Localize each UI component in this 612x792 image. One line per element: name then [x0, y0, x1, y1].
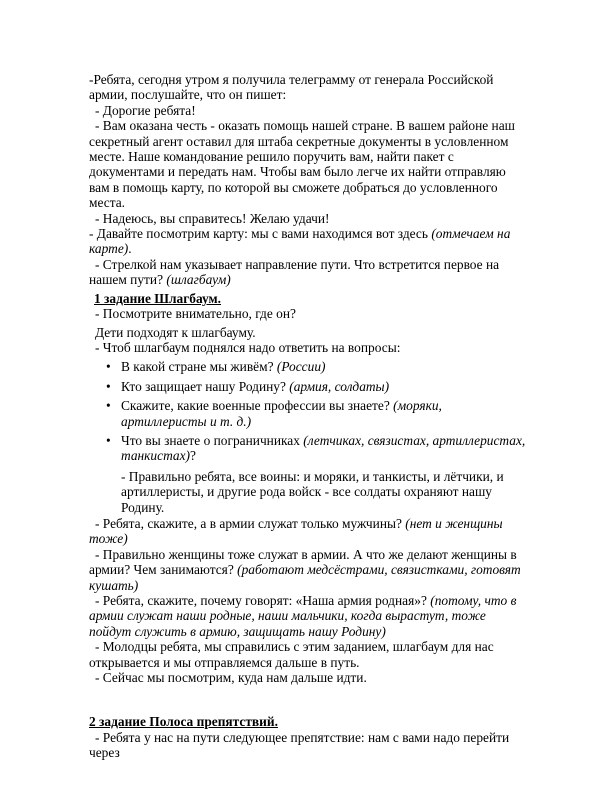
- question-text: Что вы знаете о пограничниках: [121, 432, 304, 448]
- answer-note: (армия, солдаты): [289, 378, 390, 394]
- army-native-note: (потому, что в армии служат наши родные, наши мальчики, когда вырастут, тоже пойдут служить в армию, защищать нашу Родину): [89, 593, 517, 639]
- question-text: Скажите, какие военные профессии вы знаете?: [121, 398, 394, 414]
- look-paragraph: - Посмотрите внимательно, где он?: [95, 306, 296, 322]
- next-path-paragraph: - Сейчас мы посмотрим, куда нам дальше идти.: [95, 670, 367, 686]
- question-text: Кто защищает нашу Родину?: [121, 378, 290, 394]
- army-native-text: - Ребята, скажите, почему говорят: «Наша армия родная»?: [95, 593, 431, 608]
- question-text: В какой стране мы живём?: [121, 359, 277, 375]
- intro-paragraph: -Ребята, сегодня утром я получила телеграмму от генерала Российской армии, послушайте, что он пишет:: [89, 72, 494, 103]
- questions-intro: - Чтоб шлагбаум поднялся надо ответить на вопросы:: [95, 339, 401, 355]
- soldiers-paragraph: - Правильно ребята, все воины: и моряки, и танкисты, и лётчики, и артиллеристы, и другие рода войск - все солдаты охраняют нашу Родину.: [121, 468, 504, 515]
- answer-note: (России): [276, 359, 326, 375]
- document-page: [89, 72, 529, 761]
- bullet-icon: •: [106, 378, 111, 394]
- bullet-icon: •: [106, 398, 111, 414]
- map-note: (отмечаем на карте): [89, 226, 511, 257]
- question-item: [89, 433, 529, 464]
- map-end: .: [128, 241, 132, 257]
- arrow-note: (шлагбаум): [166, 272, 231, 288]
- map-paragraph: [89, 226, 529, 257]
- question-item: [89, 379, 529, 394]
- obstacle-paragraph: - Ребята у нас на пути следующее препятствие: нам с вами надо перейти через: [89, 729, 510, 761]
- arrow-paragraph: [89, 257, 529, 288]
- children-approach: Дети подходят к шлагбауму.: [95, 324, 256, 340]
- women-question: [89, 516, 529, 547]
- task2-heading: 2 задание Полоса препятствий.: [89, 714, 278, 730]
- question-list: [89, 359, 529, 463]
- women-duties-note: (работают медсёстрами, связистками, готовят кушать): [89, 562, 521, 593]
- telegram-greeting: - Дорогие ребята!: [95, 102, 196, 118]
- bullet-icon: •: [106, 359, 111, 375]
- telegram-closing: - Надеюсь, вы справитесь! Желаю удачи!: [95, 210, 330, 226]
- answer-note: (летчиках, связистах, артиллеристах, танкистах): [121, 432, 526, 464]
- army-native-paragraph: [89, 593, 529, 639]
- women-question-text: - Ребята, скажите, а в армии служат только мужчины?: [95, 515, 406, 531]
- arrow-text: - Стрелкой нам указывает направление пути. Что встретится первое на нашем пути?: [89, 256, 500, 288]
- answer-note: (моряки, артиллеристы и т. д.): [121, 398, 442, 429]
- women-duties: [89, 547, 529, 593]
- question-end: ?: [190, 448, 196, 464]
- question-item: [89, 359, 529, 374]
- task1-heading: 1 задание Шлагбаум.: [94, 290, 222, 306]
- bullet-icon: •: [106, 432, 111, 448]
- question-item: [89, 398, 529, 429]
- women-duties-text: - Правильно женщины тоже служат в армии. А что же делают женщины в армии? Чем занимаются?: [89, 546, 517, 578]
- women-question-note: (нет и женщины тоже): [89, 515, 503, 547]
- telegram-body: - Вам оказана честь - оказать помощь нашей стране. В вашем районе наш секретный агент оставил для штаба секретные документы в условленном месте. Наше командование решило поручить вам, найти пакет с документами и передать нам. Чтобы вам было легче их найти отправляю вам в помощь карту, по которой вы сможете добраться до условленного места.: [89, 118, 515, 211]
- map-text: - Давайте посмотрим карту: мы с вами находимся вот здесь: [89, 226, 432, 242]
- well-done-paragraph: - Молодцы ребята, мы справились с этим заданием, шлагбаум для нас открывается и мы отправляемся дальше в путь.: [89, 639, 494, 670]
